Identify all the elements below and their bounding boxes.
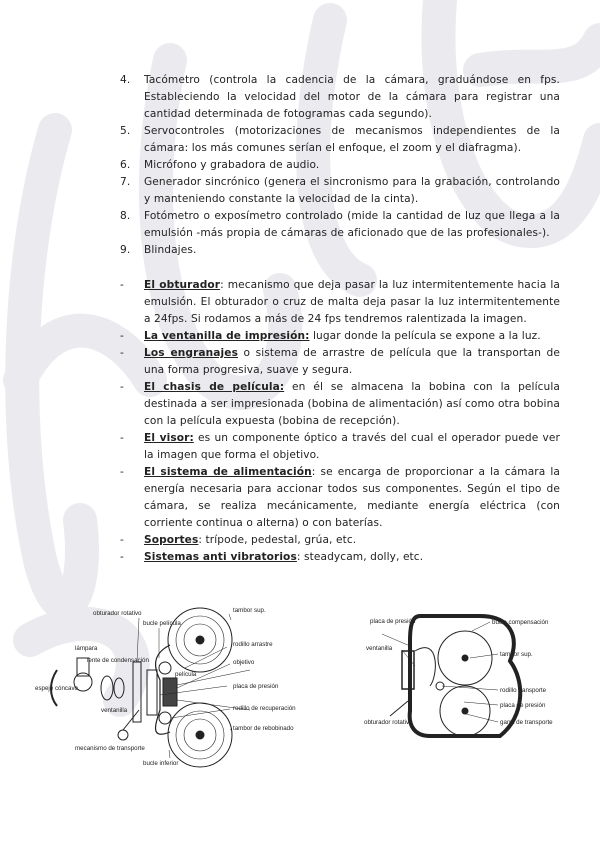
- label-lampara: lámpara: [75, 645, 98, 652]
- label-pelicula: película: [175, 671, 197, 678]
- label-mecanismo-transporte: mecanismo de transporte: [75, 745, 145, 752]
- bullet-desc: : steadycam, dolly, etc.: [296, 551, 424, 563]
- label-ventanilla: ventanilla: [101, 707, 128, 714]
- bullet-text: [144, 277, 560, 328]
- bullet-text: [144, 430, 560, 464]
- label-placa-presion: placa de presión: [233, 683, 279, 690]
- label-rodillo-transporte: rodillo transporte: [500, 687, 547, 694]
- gate: [147, 670, 157, 715]
- list-item: [120, 208, 560, 242]
- label-placa-presion: placa de presión: [370, 618, 416, 625]
- page-content: [120, 72, 560, 566]
- item-text: Micrófono y grabadora de audio.: [144, 159, 320, 171]
- label-obturador-rotativo: obturador rotativo: [364, 719, 413, 726]
- label-lente-condensacion: lente de condensación: [87, 657, 149, 664]
- item-number: 9.: [120, 244, 131, 256]
- recovery-roller: [159, 712, 171, 724]
- transport-mechanism: [118, 730, 128, 740]
- bullet-dash: -: [120, 466, 124, 478]
- label-tambor-rebobinado: tambor de rebobinado: [233, 725, 294, 732]
- bullet-desc: : mecanismo que deja pasar la luz intermitentemente hacia la emulsión. El obturador o cruz de malta deja pasar la luz intermitentemente a 24fps. Si rodamos a más de 24 fps tendremos ralentizada la imagen.: [144, 279, 560, 325]
- bullet-dash: -: [120, 279, 124, 291]
- bullet-text: [144, 464, 560, 532]
- bullet-text: [144, 345, 560, 379]
- bullet-term: El visor:: [144, 432, 194, 444]
- label-tambor-sup: tambor sup.: [500, 651, 533, 658]
- label-espejo-concavo: espejo cóncavo: [35, 685, 78, 692]
- label-rodillo-recuperacion: rodillo de recuperación: [233, 705, 296, 712]
- item-text: Generador sincrónico (genera el sincronismo para la grabación, controlando y manteniendo constante la velocidad de la cinta).: [144, 176, 560, 205]
- label-bucle-inferior: bucle inferior: [143, 760, 179, 767]
- drive-roller: [159, 662, 171, 674]
- spacer: [120, 259, 560, 277]
- condenser-lens: [101, 676, 113, 700]
- bullet-desc: lugar donde la película se expone a la luz.: [309, 330, 541, 342]
- item-text: Blindajes.: [144, 244, 197, 256]
- bullet-item: [120, 345, 560, 379]
- list-item: [120, 72, 560, 123]
- label-obturador-rotativo: obturador rotativo: [93, 610, 142, 617]
- bullet-term: El chasis de película:: [144, 381, 285, 393]
- camera-body: [410, 616, 521, 736]
- label-garra-transporte: garra de transporte: [500, 719, 553, 726]
- item-number: 5.: [120, 125, 131, 137]
- camera-interior-diagram: [360, 606, 585, 756]
- lens: [163, 678, 177, 706]
- label-ventanilla: ventanilla: [366, 645, 393, 652]
- item-text: Servocontroles (motorizaciones de mecanismos independientes de la cámara: los más comunes serían el enfoque, el zoom y el diafragma).: [144, 125, 560, 154]
- item-number: 8.: [120, 210, 131, 222]
- bullet-desc: es un componente óptico a través del cual el operador puede ver la imagen que forma el objetivo.: [144, 432, 560, 461]
- camera-mechanism-diagram: [35, 600, 305, 775]
- bullet-dash: -: [120, 347, 124, 359]
- item-text: Fotómetro o exposímetro controlado (mide la cantidad de luz que llega a la emulsión -más propia de cámaras de aficionado que de las profesionales-).: [144, 210, 560, 239]
- bullet-dash: -: [120, 551, 124, 563]
- bullet-term: Los engranajes: [144, 347, 238, 359]
- bullet-item: [120, 464, 560, 532]
- bullet-text: [144, 532, 560, 549]
- bullet-item: [120, 430, 560, 464]
- bullet-term: El sistema de alimentación: [144, 466, 312, 478]
- item-number: 6.: [120, 159, 131, 171]
- label-rodillo-arrastre: rodillo arrastre: [233, 641, 273, 648]
- bullet-desc: en él se almacena la bobina con la película destinada a ser impresionada (bobina de alimentación) así como otra bobina con la película expuesta (bobina de recepción).: [144, 381, 561, 427]
- bullet-item: [120, 532, 560, 549]
- label-bucle-pelicula: bucle película: [143, 620, 181, 627]
- bullet-item: [120, 277, 560, 328]
- label-objetivo: objetivo: [233, 659, 255, 666]
- bullet-text: [144, 328, 560, 345]
- bullet-dash: -: [120, 330, 124, 342]
- bullet-term: El obturador: [144, 279, 221, 291]
- list-item: [120, 123, 560, 157]
- bullet-text: [144, 379, 560, 430]
- item-number: 4.: [120, 74, 131, 86]
- item-text: Tacómetro (controla la cadencia de la cámara, graduándose en fps. Estableciendo la velocidad del motor de la cámara para registrar una cantidad determinada de fotogramas cada segundo).: [144, 74, 560, 120]
- list-item: [120, 242, 560, 259]
- bullet-term: La ventanilla de impresión:: [144, 330, 310, 342]
- bullet-dash: -: [120, 381, 124, 393]
- bullet-item: [120, 379, 560, 430]
- list-item: [120, 157, 560, 174]
- bullet-dash: -: [120, 534, 124, 546]
- bullet-desc: : se encarga de proporcionar a la cámara la energía necesaria para accionar todos sus componentes. Según el tipo de cámara, se realiza mecánicamente, mediante energía eléctrica (con corriente continua o alterna) o con baterías.: [144, 466, 561, 529]
- bullet-desc: : trípode, pedestal, grúa, etc.: [198, 534, 357, 546]
- list-item: [120, 174, 560, 208]
- bullet-term: Sistemas anti vibratorios: [144, 551, 297, 563]
- bullet-item: [120, 549, 560, 566]
- bullet-item: [120, 328, 560, 345]
- bullet-dash: -: [120, 432, 124, 444]
- label-placa-presion-2: placa de presión: [500, 702, 546, 709]
- label-bucle-compensacion: bucle compensación: [492, 619, 549, 626]
- label-tambor-sup: tambor sup.: [233, 607, 266, 614]
- item-number: 7.: [120, 176, 131, 188]
- bullet-desc: o sistema de arrastre de película que la transportan de una forma progresiva, suave y segura.: [144, 347, 560, 376]
- bullet-term: Soportes: [144, 534, 199, 546]
- bullet-text: [144, 549, 560, 566]
